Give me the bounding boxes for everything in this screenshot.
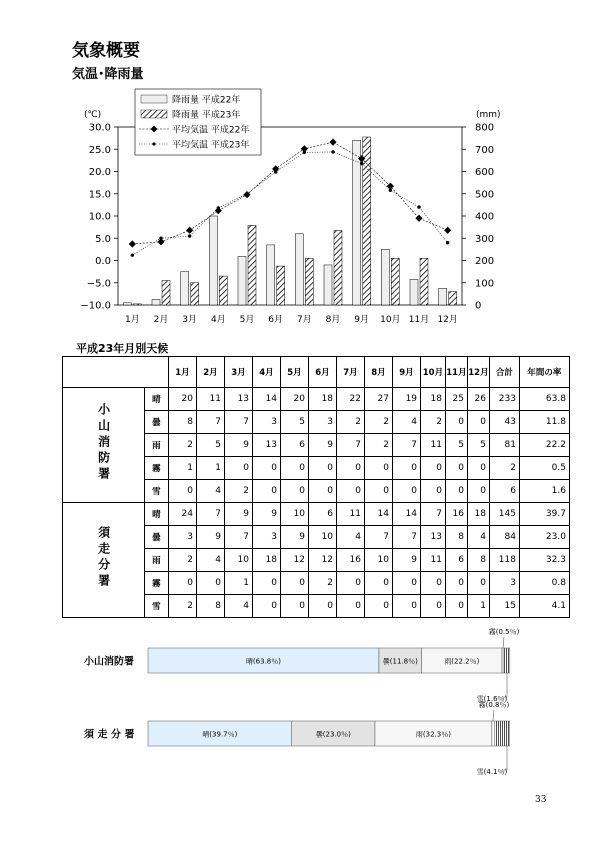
table-cell: 10 — [224, 549, 252, 572]
table-cell: 22.2 — [519, 434, 569, 457]
table-cell: 0 — [420, 572, 445, 595]
table-cell: 6 — [280, 434, 308, 457]
table-cell: 6 — [445, 549, 467, 572]
legend-label: 降雨量 平成22年 — [172, 95, 241, 106]
table-cell: 0 — [168, 572, 196, 595]
temperature-point — [245, 192, 248, 195]
ratio-segment — [504, 648, 510, 673]
table-cell: 0 — [467, 480, 489, 503]
month-label: 9月 — [354, 315, 370, 325]
right-tick-label: 500 — [475, 189, 495, 201]
climate-chart — [0, 80, 595, 335]
table-cell: 7 — [224, 526, 252, 549]
segment-label: 雨(32.3％) — [415, 730, 451, 739]
page-number: 33 — [535, 795, 547, 805]
table-cell: 0 — [420, 595, 445, 618]
right-tick-label: 600 — [475, 167, 495, 178]
table-cell: 2 — [364, 411, 392, 434]
segment-label: 曇(11.8％) — [382, 657, 418, 666]
legend-label: 降雨量 平成23年 — [172, 110, 241, 121]
table-header-row — [63, 357, 570, 388]
table-cell: 8 — [445, 526, 467, 549]
table-cell: 9 — [392, 549, 420, 572]
fog-callout-line — [503, 637, 504, 648]
rain-bar — [133, 304, 141, 305]
table-cell: 4.1 — [519, 595, 569, 618]
table-cell: 7 — [336, 434, 364, 457]
month-label: 4月 — [210, 315, 226, 325]
station-label: 須 走 分 署 — [84, 729, 135, 741]
rain-bar — [391, 258, 399, 305]
rain-bar — [363, 137, 371, 305]
table-cell: 13 — [420, 526, 445, 549]
station-cell — [63, 503, 145, 618]
table-cell: 0 — [252, 457, 280, 480]
table-cell: 7 — [224, 411, 252, 434]
rain-bar — [123, 303, 131, 305]
right-axis-unit: (mm) — [476, 110, 501, 120]
right-tick-label: 700 — [475, 144, 495, 156]
segment-label: 雨(22.2％) — [444, 657, 480, 666]
temperature-point — [415, 215, 422, 222]
temperature-point — [444, 227, 451, 234]
column-header: 10月 — [420, 357, 445, 388]
weather-ratio-bars — [0, 615, 595, 795]
rain-bar — [238, 256, 246, 305]
weather-type-label: 霧 — [144, 572, 168, 595]
table-cell: 22 — [336, 388, 364, 411]
temperature-point — [360, 162, 363, 165]
table-cell: 43 — [489, 411, 519, 434]
table-cell: 13 — [224, 388, 252, 411]
legend-label: 平均気温 平成22年 — [172, 125, 250, 136]
table-cell: 14 — [252, 388, 280, 411]
table-cell: 1 — [224, 572, 252, 595]
table-cell: 14 — [364, 503, 392, 526]
table-cell: 3 — [308, 411, 336, 434]
table-cell: 0 — [196, 572, 224, 595]
table-cell: 2 — [364, 434, 392, 457]
rain-bar — [353, 140, 361, 305]
table-cell: 18 — [252, 549, 280, 572]
table-cell: 118 — [489, 549, 519, 572]
rain-bar — [181, 272, 189, 305]
table-cell: 16 — [336, 549, 364, 572]
table-cell: 5 — [445, 434, 467, 457]
left-tick-label: −10.0 — [80, 300, 111, 312]
table-cell: 5 — [467, 434, 489, 457]
table-cell: 9 — [196, 526, 224, 549]
table-cell: 24 — [168, 503, 196, 526]
rain-bar — [410, 279, 418, 305]
temperature-point — [303, 151, 306, 154]
table-cell: 0 — [280, 457, 308, 480]
month-label: 8月 — [325, 315, 341, 325]
weather-type-label: 雨 — [144, 434, 168, 457]
header-corner — [63, 357, 169, 388]
rain-bar — [324, 265, 332, 305]
left-tick-label: 10.0 — [88, 211, 111, 223]
table-cell: 2 — [420, 411, 445, 434]
table-cell: 8 — [168, 411, 196, 434]
right-tick-label: 0 — [475, 300, 482, 312]
table-cell: 25 — [445, 388, 467, 411]
month-label: 7月 — [296, 315, 312, 325]
table-cell: 27 — [364, 388, 392, 411]
column-header: 5月 — [280, 357, 308, 388]
table-cell: 1.6 — [519, 480, 569, 503]
table-cell: 0 — [308, 457, 336, 480]
ratio-segment — [495, 721, 510, 746]
table-cell: 0 — [364, 480, 392, 503]
table-cell: 5 — [196, 434, 224, 457]
table-cell: 1 — [196, 457, 224, 480]
column-header: 9月 — [392, 357, 420, 388]
table-cell: 20 — [280, 388, 308, 411]
table-cell: 9 — [252, 503, 280, 526]
fog-callout-label: 霧(0.5％) — [488, 628, 520, 636]
weather-type-label: 曇 — [144, 526, 168, 549]
table-cell: 2 — [489, 457, 519, 480]
left-tick-label: 20.0 — [88, 167, 111, 178]
table-cell: 23.0 — [519, 526, 569, 549]
table-cell: 0 — [392, 595, 420, 618]
table-cell: 11 — [420, 434, 445, 457]
column-header: 1月 — [168, 357, 196, 388]
temperature-point — [159, 237, 162, 240]
table-row — [63, 388, 570, 411]
column-header: 合計 — [489, 357, 519, 388]
table-cell: 0 — [467, 411, 489, 434]
station-name: 須走分署 — [96, 525, 111, 590]
table-cell: 0 — [364, 457, 392, 480]
table-cell: 0 — [392, 572, 420, 595]
table-cell: 11 — [420, 549, 445, 572]
table-cell: 4 — [196, 480, 224, 503]
weather-type-label: 雨 — [144, 549, 168, 572]
month-label: 2月 — [153, 315, 169, 325]
column-header: 2月 — [196, 357, 224, 388]
temperature-point — [131, 253, 134, 256]
table-cell: 0 — [467, 457, 489, 480]
temperature-point — [274, 170, 277, 173]
table-cell: 233 — [489, 388, 519, 411]
month-label: 1月 — [124, 315, 140, 325]
table-cell: 0 — [336, 595, 364, 618]
legend-marker — [152, 142, 155, 145]
rain-bar — [209, 216, 217, 305]
table-cell: 0 — [364, 595, 392, 618]
column-header: 6月 — [308, 357, 336, 388]
table-cell: 12 — [308, 549, 336, 572]
table-cell: 0 — [308, 595, 336, 618]
table-cell: 19 — [392, 388, 420, 411]
temperature-point — [389, 188, 392, 191]
right-tick-label: 200 — [475, 256, 495, 267]
table-cell: 0 — [445, 480, 467, 503]
table-cell: 1 — [168, 457, 196, 480]
table-cell: 13 — [252, 434, 280, 457]
table-cell: 3 — [252, 526, 280, 549]
rain-bar — [248, 225, 256, 305]
left-tick-label: 0.0 — [95, 256, 111, 267]
table-cell: 2 — [168, 549, 196, 572]
table-cell: 0 — [420, 480, 445, 503]
left-tick-label: 30.0 — [88, 122, 111, 134]
table-cell: 0 — [224, 457, 252, 480]
temperature-line — [132, 152, 447, 255]
table-cell: 81 — [489, 434, 519, 457]
rain-bar — [277, 266, 285, 305]
temperature-point — [329, 139, 336, 146]
table-cell: 0 — [445, 411, 467, 434]
table-cell: 10 — [280, 503, 308, 526]
table-cell: 2 — [308, 572, 336, 595]
right-tick-label: 100 — [475, 278, 495, 290]
ratio-segment — [502, 648, 504, 673]
temperature-point — [188, 234, 191, 237]
column-header: 8月 — [364, 357, 392, 388]
table-cell: 4 — [392, 411, 420, 434]
table-title: 平成23年月別天候 — [76, 342, 169, 355]
table-cell: 0.8 — [519, 572, 569, 595]
table-cell: 0.5 — [519, 457, 569, 480]
table-cell: 7 — [420, 503, 445, 526]
month-label: 6月 — [268, 315, 284, 325]
weather-table — [62, 356, 570, 618]
table-cell: 2 — [168, 595, 196, 618]
table-cell: 11 — [336, 503, 364, 526]
column-header: 3月 — [224, 357, 252, 388]
weather-type-label: 霧 — [144, 457, 168, 480]
column-header: 7月 — [336, 357, 364, 388]
rain-bar — [305, 258, 313, 305]
rain-bar — [162, 281, 170, 305]
table-cell: 4 — [467, 526, 489, 549]
ratio-segment — [492, 721, 495, 746]
snow-callout-line — [502, 673, 507, 697]
page-title: 気象概要 — [72, 41, 140, 61]
rain-bar — [152, 299, 160, 305]
temperature-point — [217, 206, 220, 209]
month-label: 12月 — [437, 315, 458, 325]
month-label: 11月 — [408, 315, 430, 325]
right-tick-label: 400 — [475, 211, 495, 223]
table-cell: 0 — [280, 480, 308, 503]
table-cell: 2 — [336, 411, 364, 434]
month-label: 3月 — [182, 315, 198, 325]
snow-callout-line — [502, 746, 507, 770]
station-label: 小山消防署 — [84, 656, 134, 668]
station-cell — [63, 388, 145, 503]
left-tick-label: −5.0 — [86, 278, 111, 290]
fog-callout-line — [493, 710, 494, 721]
table-cell: 0 — [252, 572, 280, 595]
segment-label: 晴(63.8％) — [245, 657, 282, 666]
left-tick-label: 5.0 — [95, 233, 111, 245]
weather-type-label: 晴 — [144, 503, 168, 526]
temperature-point — [417, 205, 420, 208]
table-cell: 7 — [196, 503, 224, 526]
column-header: 12月 — [467, 357, 489, 388]
table-cell: 4 — [196, 549, 224, 572]
table-cell: 0 — [168, 480, 196, 503]
table-cell: 10 — [364, 549, 392, 572]
segment-label: 曇(23.0％) — [315, 730, 351, 739]
column-header: 11月 — [445, 357, 467, 388]
table-cell: 9 — [224, 434, 252, 457]
temperature-point — [446, 241, 449, 244]
right-tick-label: 800 — [475, 122, 495, 134]
table-cell: 63.8 — [519, 388, 569, 411]
weather-type-label: 曇 — [144, 411, 168, 434]
column-header: 4月 — [252, 357, 280, 388]
table-cell: 4 — [224, 595, 252, 618]
table-cell: 3 — [168, 526, 196, 549]
table-cell: 0 — [445, 595, 467, 618]
rain-bar — [381, 249, 389, 305]
table-cell: 10 — [308, 526, 336, 549]
left-tick-label: 15.0 — [88, 189, 111, 201]
table-cell: 1 — [467, 595, 489, 618]
table-cell: 9 — [224, 503, 252, 526]
rain-bar — [439, 288, 447, 305]
table-cell: 145 — [489, 503, 519, 526]
temperature-point — [331, 150, 334, 153]
column-header: 年間の率 — [519, 357, 569, 388]
table-cell: 3 — [252, 411, 280, 434]
table-cell: 4 — [336, 526, 364, 549]
left-axis-unit: (℃) — [84, 110, 102, 120]
table-cell: 0 — [336, 480, 364, 503]
table-cell: 9 — [308, 434, 336, 457]
legend-swatch — [141, 95, 167, 103]
table-cell: 2 — [168, 434, 196, 457]
weather-type-label: 晴 — [144, 388, 168, 411]
table-row — [63, 503, 570, 526]
segment-label: 晴(39.7％) — [202, 730, 238, 739]
table-cell: 7 — [392, 434, 420, 457]
table-cell: 7 — [364, 526, 392, 549]
month-label: 5月 — [239, 315, 255, 325]
table-cell: 0 — [392, 457, 420, 480]
table-cell: 0 — [252, 595, 280, 618]
table-cell: 7 — [196, 411, 224, 434]
table-cell: 0 — [280, 572, 308, 595]
table-cell: 12 — [280, 549, 308, 572]
rain-bar — [334, 230, 342, 305]
legend-label: 平均気温 平成23年 — [172, 140, 250, 151]
table-cell: 18 — [420, 388, 445, 411]
table-cell: 0 — [445, 457, 467, 480]
legend-swatch — [141, 110, 167, 118]
table-cell: 8 — [196, 595, 224, 618]
table-cell: 0 — [445, 572, 467, 595]
table-cell: 0 — [280, 595, 308, 618]
table-cell: 39.7 — [519, 503, 569, 526]
table-cell: 0 — [252, 480, 280, 503]
table-cell: 0 — [308, 480, 336, 503]
table-cell: 9 — [280, 526, 308, 549]
table-cell: 8 — [467, 549, 489, 572]
table-cell: 0 — [420, 457, 445, 480]
temperature-point — [186, 227, 193, 234]
table-cell: 26 — [467, 388, 489, 411]
table-cell: 14 — [392, 503, 420, 526]
rain-bar — [191, 283, 199, 305]
table-cell: 11 — [196, 388, 224, 411]
temperature-line — [132, 142, 447, 244]
table-cell: 0 — [336, 572, 364, 595]
snow-callout-label: 雪(4.1％) — [476, 768, 508, 776]
table-cell: 7 — [392, 526, 420, 549]
table-cell: 11.8 — [519, 411, 569, 434]
table-cell: 18 — [467, 503, 489, 526]
table-cell: 0 — [392, 480, 420, 503]
table-cell: 20 — [168, 388, 196, 411]
left-tick-label: 25.0 — [88, 144, 111, 156]
right-tick-label: 300 — [475, 233, 495, 245]
snow-callout-label: 雪(1.6％) — [476, 695, 508, 703]
weather-type-label: 雪 — [144, 480, 168, 503]
rain-bar — [420, 258, 428, 305]
table-cell: 3 — [489, 572, 519, 595]
table-cell: 0 — [467, 572, 489, 595]
fog-callout-label: 霧(0.8％) — [478, 701, 510, 709]
weather-type-label: 雪 — [144, 595, 168, 618]
table-cell: 16 — [445, 503, 467, 526]
rain-bar — [295, 234, 303, 305]
temperature-point — [129, 240, 136, 247]
month-label: 10月 — [380, 315, 401, 325]
rain-bar — [449, 292, 457, 305]
table-cell: 2 — [224, 480, 252, 503]
table-cell: 0 — [364, 572, 392, 595]
table-cell: 6 — [308, 503, 336, 526]
table-cell: 5 — [280, 411, 308, 434]
table-cell: 32.3 — [519, 549, 569, 572]
section-title: 気温･降雨量 — [72, 67, 144, 82]
table-cell: 15 — [489, 595, 519, 618]
table-cell: 6 — [489, 480, 519, 503]
rain-bar — [219, 276, 227, 305]
table-cell: 84 — [489, 526, 519, 549]
rain-bar — [267, 245, 275, 305]
station-name: 小山消防署 — [96, 402, 111, 483]
table-cell: 18 — [308, 388, 336, 411]
table-cell: 0 — [336, 457, 364, 480]
